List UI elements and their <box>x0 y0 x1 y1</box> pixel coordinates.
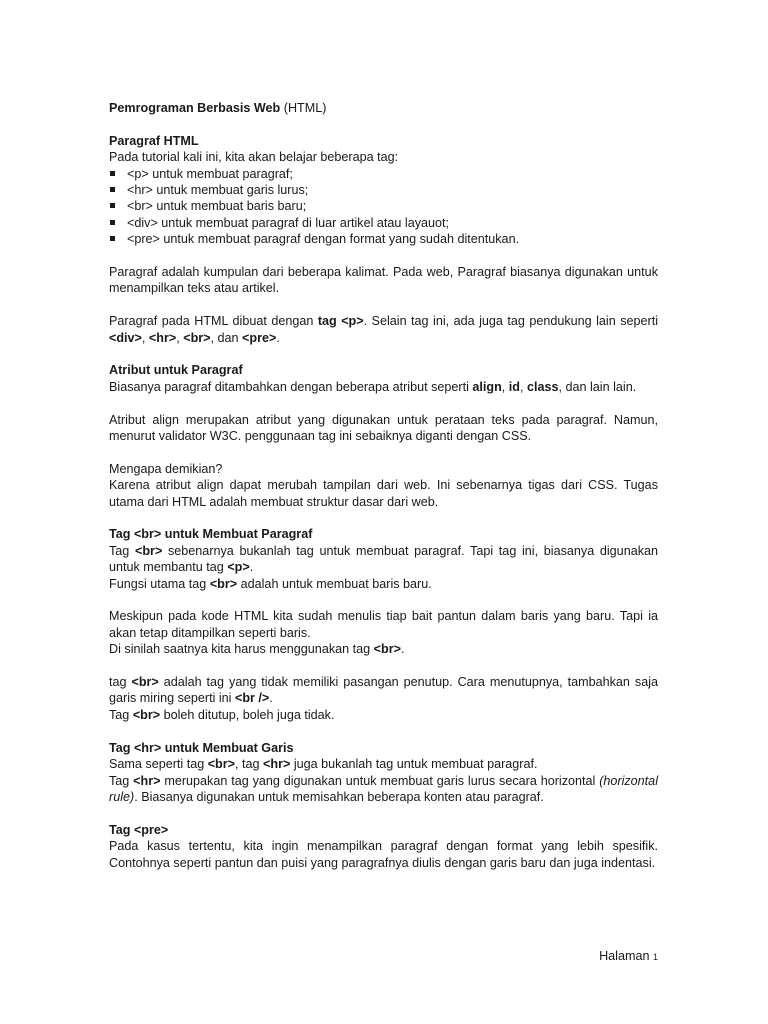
paragraph: Tag <br> sebenarnya bukanlah tag untuk membuat paragraf. Tapi tag ini, biasanya digunakan untuk membantu tag <p>. <box>109 543 659 575</box>
paragraph: Atribut align merupakan atribut yang digunakan untuk perataan teks pada paragraf. Namun, menurut validator W3C. penggunaan tag ini sebaiknya diganti dengan CSS. <box>109 412 658 444</box>
section-heading-atribut: Atribut untuk Paragraf <box>109 363 243 378</box>
section-heading-pre: Tag <pre> <box>109 822 169 837</box>
tag-list <box>109 166 658 248</box>
bullet-square-icon <box>110 187 115 192</box>
paragraph: Fungsi utama tag <br> adalah untuk membuat baris baru. <box>109 576 432 591</box>
question-line: Mengapa demikian? <box>109 461 223 476</box>
list-item: <p> untuk membuat paragraf; <box>109 166 658 182</box>
page-footer <box>599 949 658 963</box>
bullet-square-icon <box>110 220 115 225</box>
paragraph: Karena atribut align dapat merubah tampilan dari web. Ini sebenarnya tigas dari CSS. Tugas utama dari HTML adalah membuat struktur dasar dari web. <box>109 478 658 509</box>
paragraph: tag <br> adalah tag yang tidak memiliki pasangan penutup. Cara menutupnya, tambahkan saja garis miring seperti ini <br />. <box>109 675 658 706</box>
section-heading-br: Tag <br> untuk Membuat Paragraf <box>109 527 313 542</box>
list-item: <br> untuk membuat baris baru; <box>109 198 658 214</box>
page-number: 1 <box>652 952 658 962</box>
paragraph: Tag <br> boleh ditutup, boleh juga tidak. <box>109 707 335 722</box>
paragraph: Biasanya paragraf ditambahkan dengan beberapa atribut seperti align, id, class, dan lain lain. <box>109 379 637 394</box>
document-title: Pemrograman Berbasis Web (HTML) <box>109 101 327 115</box>
list-item: <hr> untuk membuat garis lurus; <box>109 182 658 198</box>
paragraph: Paragraf adalah kumpulan dari beberapa kalimat. Pada web, Paragraf biasanya digunakan untuk menampilkan teks atau artikel. <box>109 265 658 296</box>
section-heading-hr: Tag <hr> untuk Membuat Garis <box>109 740 294 755</box>
list-item: <div> untuk membuat paragraf di luar artikel atau layauot; <box>109 215 658 231</box>
paragraph: Tag <hr> merupakan tag yang digunakan untuk membuat garis lurus secara horizontal (horizontal rule). Biasanya digunakan untuk memisahkan beberapa konten atau paragraf. <box>109 773 658 804</box>
bullet-square-icon <box>110 171 115 176</box>
section-intro: Pada tutorial kali ini, kita akan belajar beberapa tag: <box>109 150 399 165</box>
paragraph: Meskipun pada kode HTML kita sudah menulis tiap bait pantun dalam baris yang baru. Tapi ia akan tetap ditampilkan seperti baris. <box>109 609 658 640</box>
paragraph: Paragraf pada HTML dibuat dengan tag <p>. Selain tag ini, ada juga tag pendukung lain seperti <div>, <hr>, <br>, dan <pre>. <box>109 314 658 345</box>
paragraph: Sama seperti tag <br>, tag <hr> juga bukanlah tag untuk membuat paragraf. <box>109 757 538 772</box>
paragraph: Di sinilah saatnya kita harus menggunakan tag <br>. <box>109 642 405 657</box>
document-body <box>109 100 658 871</box>
footer-label: Halaman <box>599 949 650 963</box>
section-heading-paragraf-html: Paragraf HTML <box>109 133 199 148</box>
bullet-square-icon <box>110 236 115 241</box>
paragraph: Pada kasus tertentu, kita ingin menampilkan paragraf dengan format yang lebih spesifik. Contohnya seperti pantun dan puisi yang paragrafnya diulis dengan garis baru dan juga indentasi. <box>109 839 658 870</box>
list-item: <pre> untuk membuat paragraf dengan format yang sudah ditentukan. <box>109 231 658 247</box>
bullet-square-icon <box>110 203 115 208</box>
